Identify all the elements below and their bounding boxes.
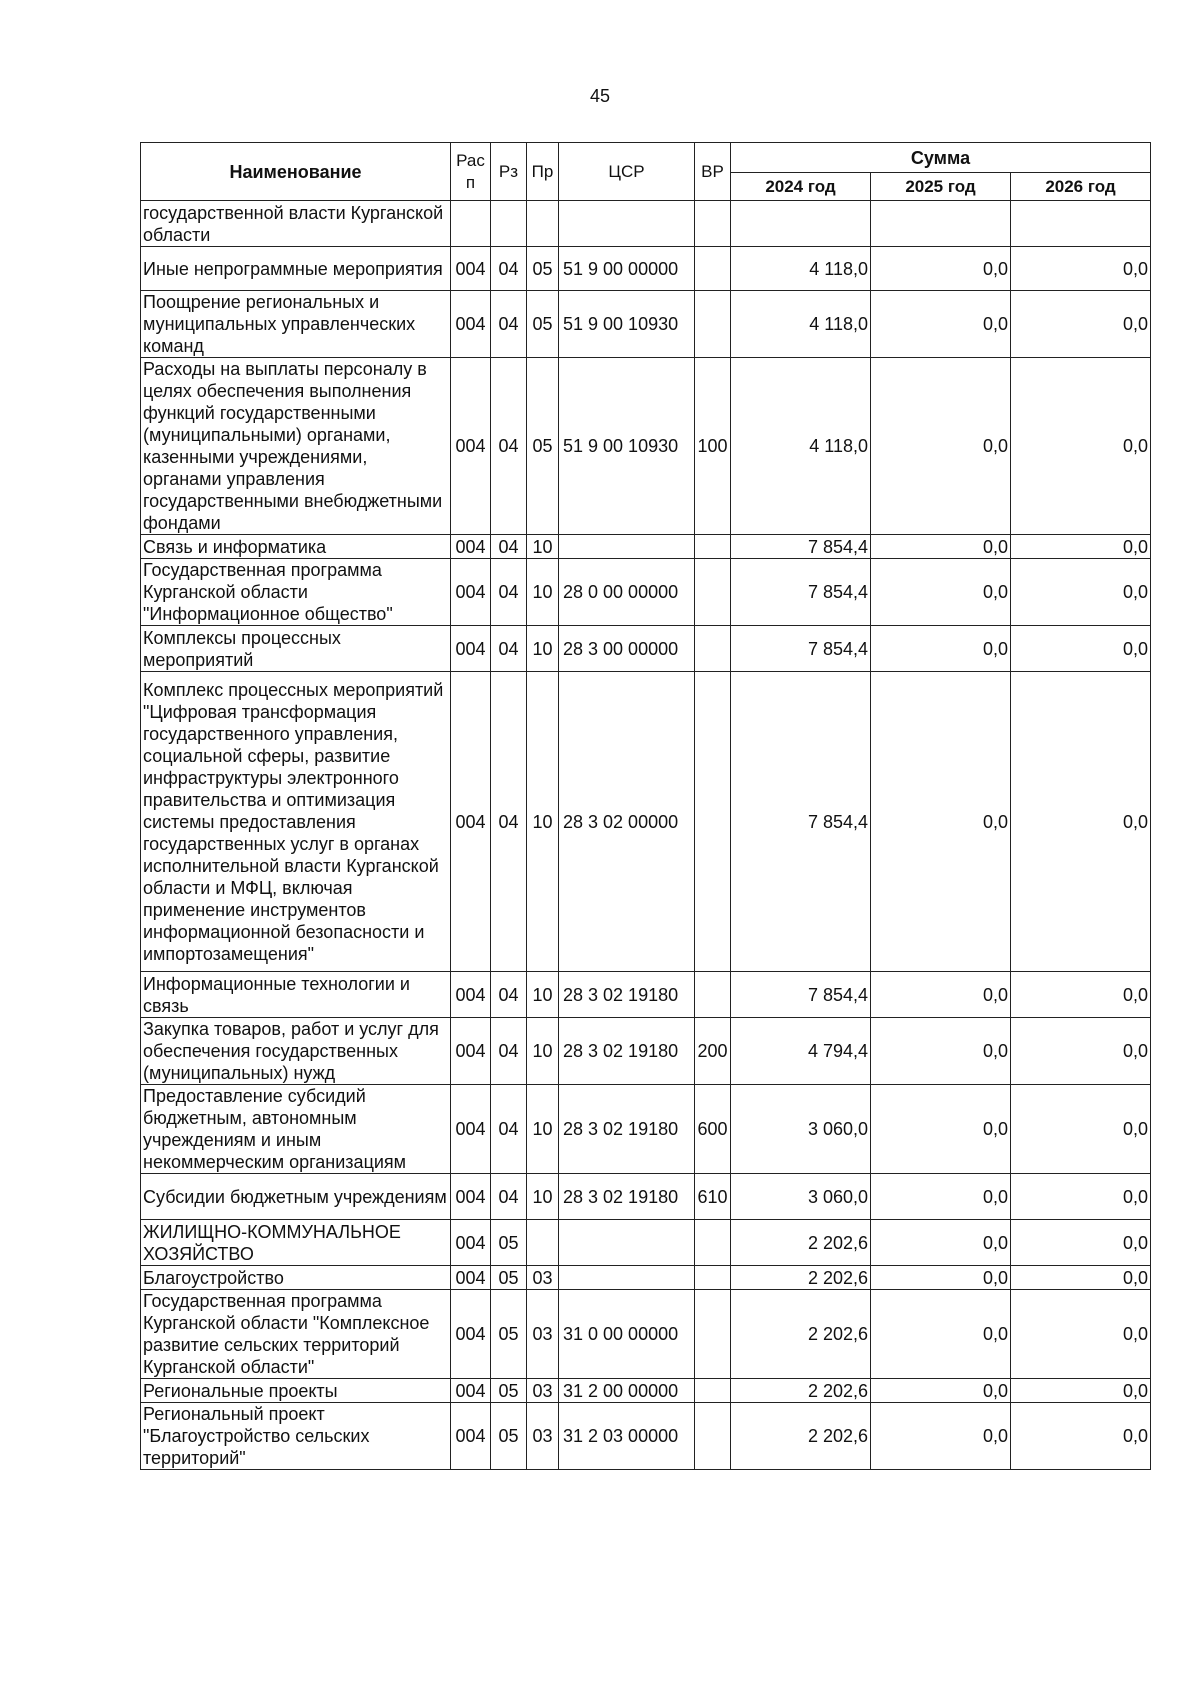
cell-rz: 04: [491, 1085, 527, 1174]
cell-rz: 04: [491, 1174, 527, 1220]
cell-sum-2025: 0,0: [871, 1290, 1011, 1379]
table-row: [141, 1085, 1151, 1174]
cell-sum-2024: 2 202,6: [731, 1403, 871, 1470]
cell-vr: [695, 201, 731, 247]
cell-vr: 200: [695, 1018, 731, 1085]
table-row: [141, 1290, 1151, 1379]
table-body: [141, 201, 1151, 1470]
cell-rz: 04: [491, 291, 527, 358]
cell-pr: 10: [527, 535, 559, 559]
cell-sum-2025: 0,0: [871, 1085, 1011, 1174]
table-row: [141, 358, 1151, 535]
header-sum: Сумма: [731, 143, 1151, 173]
cell-pr: 10: [527, 1174, 559, 1220]
cell-rasp: 004: [451, 672, 491, 972]
cell-sum-2025: 0,0: [871, 672, 1011, 972]
cell-name: государственной власти Курганской области: [141, 201, 451, 247]
cell-csr: 28 3 02 00000: [559, 672, 695, 972]
header-name: Наименование: [141, 143, 451, 201]
cell-name: Благоустройство: [141, 1266, 451, 1290]
header-year-2026: 2026 год: [1011, 173, 1151, 201]
cell-rasp: [451, 201, 491, 247]
cell-pr: 05: [527, 358, 559, 535]
cell-rasp: 004: [451, 358, 491, 535]
cell-rasp: 004: [451, 972, 491, 1018]
cell-sum-2025: [871, 201, 1011, 247]
cell-name: Комплекс процессных мероприятий "Цифровая трансформация государственного управления, социальной сферы, развитие инфраструктуры электронного правительства и оптимизация системы предоставления государственных услуг в органах исполнительной власти Курганской области и МФЦ, включая применение инструментов информационной безопасности и импортозамещения": [141, 672, 451, 972]
cell-name: Иные непрограммные мероприятия: [141, 247, 451, 291]
table-row: [141, 535, 1151, 559]
cell-sum-2024: 3 060,0: [731, 1174, 871, 1220]
cell-name: Комплексы процессных мероприятий: [141, 626, 451, 672]
cell-vr: 610: [695, 1174, 731, 1220]
cell-csr: 31 2 00 00000: [559, 1379, 695, 1403]
cell-rz: 05: [491, 1403, 527, 1470]
cell-rz: 04: [491, 358, 527, 535]
cell-vr: [695, 672, 731, 972]
cell-sum-2024: 2 202,6: [731, 1220, 871, 1266]
cell-csr: 51 9 00 10930: [559, 291, 695, 358]
table-row: [141, 291, 1151, 358]
cell-pr: 03: [527, 1403, 559, 1470]
cell-sum-2026: 0,0: [1011, 1085, 1151, 1174]
cell-csr: 51 9 00 00000: [559, 247, 695, 291]
cell-sum-2026: [1011, 201, 1151, 247]
cell-sum-2026: 0,0: [1011, 291, 1151, 358]
cell-rasp: 004: [451, 559, 491, 626]
cell-sum-2026: 0,0: [1011, 559, 1151, 626]
cell-rz: 05: [491, 1266, 527, 1290]
cell-sum-2025: 0,0: [871, 626, 1011, 672]
cell-rz: 04: [491, 626, 527, 672]
cell-vr: [695, 1379, 731, 1403]
cell-sum-2025: 0,0: [871, 1266, 1011, 1290]
cell-pr: 05: [527, 291, 559, 358]
cell-sum-2024: 7 854,4: [731, 672, 871, 972]
cell-vr: [695, 1220, 731, 1266]
cell-sum-2026: 0,0: [1011, 1018, 1151, 1085]
header-csr: ЦСР: [559, 143, 695, 201]
cell-pr: 03: [527, 1266, 559, 1290]
cell-sum-2026: 0,0: [1011, 972, 1151, 1018]
cell-vr: [695, 291, 731, 358]
cell-csr: 28 3 02 19180: [559, 972, 695, 1018]
cell-name: Региональный проект "Благоустройство сельских территорий": [141, 1403, 451, 1470]
cell-pr: 03: [527, 1379, 559, 1403]
table-row: [141, 1174, 1151, 1220]
cell-pr: [527, 1220, 559, 1266]
table-row: [141, 1403, 1151, 1470]
cell-sum-2024: 4 118,0: [731, 291, 871, 358]
cell-sum-2024: 4 118,0: [731, 358, 871, 535]
cell-csr: 28 3 02 19180: [559, 1018, 695, 1085]
table-row: [141, 972, 1151, 1018]
cell-rasp: 004: [451, 1085, 491, 1174]
cell-rasp: 004: [451, 1174, 491, 1220]
cell-sum-2026: 0,0: [1011, 358, 1151, 535]
cell-rasp: 004: [451, 1290, 491, 1379]
cell-sum-2024: [731, 201, 871, 247]
header-year-2024: 2024 год: [731, 173, 871, 201]
cell-sum-2025: 0,0: [871, 247, 1011, 291]
cell-pr: 10: [527, 972, 559, 1018]
cell-csr: [559, 1220, 695, 1266]
cell-pr: 10: [527, 1018, 559, 1085]
cell-rasp: 004: [451, 1403, 491, 1470]
table-row: [141, 201, 1151, 247]
cell-vr: [695, 1266, 731, 1290]
cell-sum-2026: 0,0: [1011, 1174, 1151, 1220]
cell-csr: 51 9 00 10930: [559, 358, 695, 535]
cell-sum-2025: 0,0: [871, 1379, 1011, 1403]
header-vr: ВР: [695, 143, 731, 201]
cell-rasp: 004: [451, 626, 491, 672]
cell-vr: [695, 1403, 731, 1470]
cell-rz: 05: [491, 1290, 527, 1379]
cell-csr: 28 3 00 00000: [559, 626, 695, 672]
cell-name: Государственная программа Курганской области "Информационное общество": [141, 559, 451, 626]
cell-name: Региональные проекты: [141, 1379, 451, 1403]
cell-rz: 05: [491, 1220, 527, 1266]
page-number: 45: [589, 86, 611, 106]
header-rz: Рз: [491, 143, 527, 201]
cell-rz: 05: [491, 1379, 527, 1403]
cell-pr: 10: [527, 559, 559, 626]
cell-sum-2024: 2 202,6: [731, 1290, 871, 1379]
cell-name: Связь и информатика: [141, 535, 451, 559]
cell-name: Закупка товаров, работ и услуг для обеспечения государственных (муниципальных) нужд: [141, 1018, 451, 1085]
table-row: [141, 1018, 1151, 1085]
cell-pr: 10: [527, 672, 559, 972]
cell-pr: 10: [527, 626, 559, 672]
cell-sum-2026: 0,0: [1011, 1403, 1151, 1470]
header-rasp: Рас п: [451, 143, 491, 201]
cell-sum-2025: 0,0: [871, 559, 1011, 626]
cell-rz: 04: [491, 559, 527, 626]
cell-name: Субсидии бюджетным учреждениям: [141, 1174, 451, 1220]
cell-sum-2024: 2 202,6: [731, 1266, 871, 1290]
cell-csr: 28 0 00 00000: [559, 559, 695, 626]
cell-name: Расходы на выплаты персоналу в целях обеспечения выполнения функций государственными (муниципальными) органами, казенными учреждениями, органами управления государственными внебюджетными фондами: [141, 358, 451, 535]
cell-vr: 600: [695, 1085, 731, 1174]
cell-sum-2025: 0,0: [871, 972, 1011, 1018]
header-pr: Пр: [527, 143, 559, 201]
table-row: [141, 1266, 1151, 1290]
cell-rasp: 004: [451, 1220, 491, 1266]
cell-rz: 04: [491, 1018, 527, 1085]
cell-vr: [695, 972, 731, 1018]
cell-sum-2024: 7 854,4: [731, 626, 871, 672]
cell-csr: [559, 201, 695, 247]
cell-sum-2025: 0,0: [871, 1174, 1011, 1220]
cell-vr: [695, 1290, 731, 1379]
cell-csr: 28 3 02 19180: [559, 1085, 695, 1174]
cell-rz: 04: [491, 672, 527, 972]
cell-sum-2025: 0,0: [871, 291, 1011, 358]
cell-sum-2026: 0,0: [1011, 1379, 1151, 1403]
cell-rz: 04: [491, 972, 527, 1018]
cell-sum-2024: 4 794,4: [731, 1018, 871, 1085]
cell-sum-2024: 2 202,6: [731, 1379, 871, 1403]
cell-vr: 100: [695, 358, 731, 535]
cell-sum-2024: 3 060,0: [731, 1085, 871, 1174]
cell-csr: 28 3 02 19180: [559, 1174, 695, 1220]
cell-rasp: 004: [451, 1266, 491, 1290]
cell-name: Информационные технологии и связь: [141, 972, 451, 1018]
cell-csr: 31 0 00 00000: [559, 1290, 695, 1379]
cell-csr: [559, 535, 695, 559]
cell-sum-2024: 7 854,4: [731, 559, 871, 626]
cell-sum-2026: 0,0: [1011, 247, 1151, 291]
table-row: [141, 247, 1151, 291]
cell-sum-2024: 7 854,4: [731, 972, 871, 1018]
cell-rasp: 004: [451, 291, 491, 358]
cell-sum-2026: 0,0: [1011, 1220, 1151, 1266]
cell-rasp: 004: [451, 535, 491, 559]
cell-sum-2025: 0,0: [871, 1403, 1011, 1470]
table-row: [141, 672, 1151, 972]
cell-pr: [527, 201, 559, 247]
cell-rz: [491, 201, 527, 247]
cell-sum-2025: 0,0: [871, 1220, 1011, 1266]
cell-sum-2026: 0,0: [1011, 626, 1151, 672]
cell-rz: 04: [491, 247, 527, 291]
cell-name: Государственная программа Курганской области "Комплексное развитие сельских территорий Курганской области": [141, 1290, 451, 1379]
cell-csr: 31 2 03 00000: [559, 1403, 695, 1470]
cell-vr: [695, 247, 731, 291]
cell-vr: [695, 535, 731, 559]
cell-sum-2026: 0,0: [1011, 1290, 1151, 1379]
cell-rz: 04: [491, 535, 527, 559]
cell-sum-2025: 0,0: [871, 535, 1011, 559]
table-row: [141, 1220, 1151, 1266]
cell-pr: 05: [527, 247, 559, 291]
cell-vr: [695, 626, 731, 672]
cell-sum-2026: 0,0: [1011, 672, 1151, 972]
cell-pr: 03: [527, 1290, 559, 1379]
table-row: [141, 559, 1151, 626]
budget-table: [140, 142, 1151, 1470]
cell-sum-2026: 0,0: [1011, 535, 1151, 559]
table-row: [141, 626, 1151, 672]
cell-rasp: 004: [451, 1379, 491, 1403]
cell-csr: [559, 1266, 695, 1290]
table-row: [141, 1379, 1151, 1403]
cell-pr: 10: [527, 1085, 559, 1174]
cell-name: Предоставление субсидий бюджетным, автономным учреждениям и иным некоммерческим организациям: [141, 1085, 451, 1174]
cell-sum-2024: 4 118,0: [731, 247, 871, 291]
cell-sum-2026: 0,0: [1011, 1266, 1151, 1290]
cell-name: ЖИЛИЩНО-КОММУНАЛЬНОЕ ХОЗЯЙСТВО: [141, 1220, 451, 1266]
cell-vr: [695, 559, 731, 626]
cell-sum-2025: 0,0: [871, 1018, 1011, 1085]
cell-name: Поощрение региональных и муниципальных управленческих команд: [141, 291, 451, 358]
cell-sum-2025: 0,0: [871, 358, 1011, 535]
header-year-2025: 2025 год: [871, 173, 1011, 201]
cell-sum-2024: 7 854,4: [731, 535, 871, 559]
cell-rasp: 004: [451, 247, 491, 291]
cell-rasp: 004: [451, 1018, 491, 1085]
